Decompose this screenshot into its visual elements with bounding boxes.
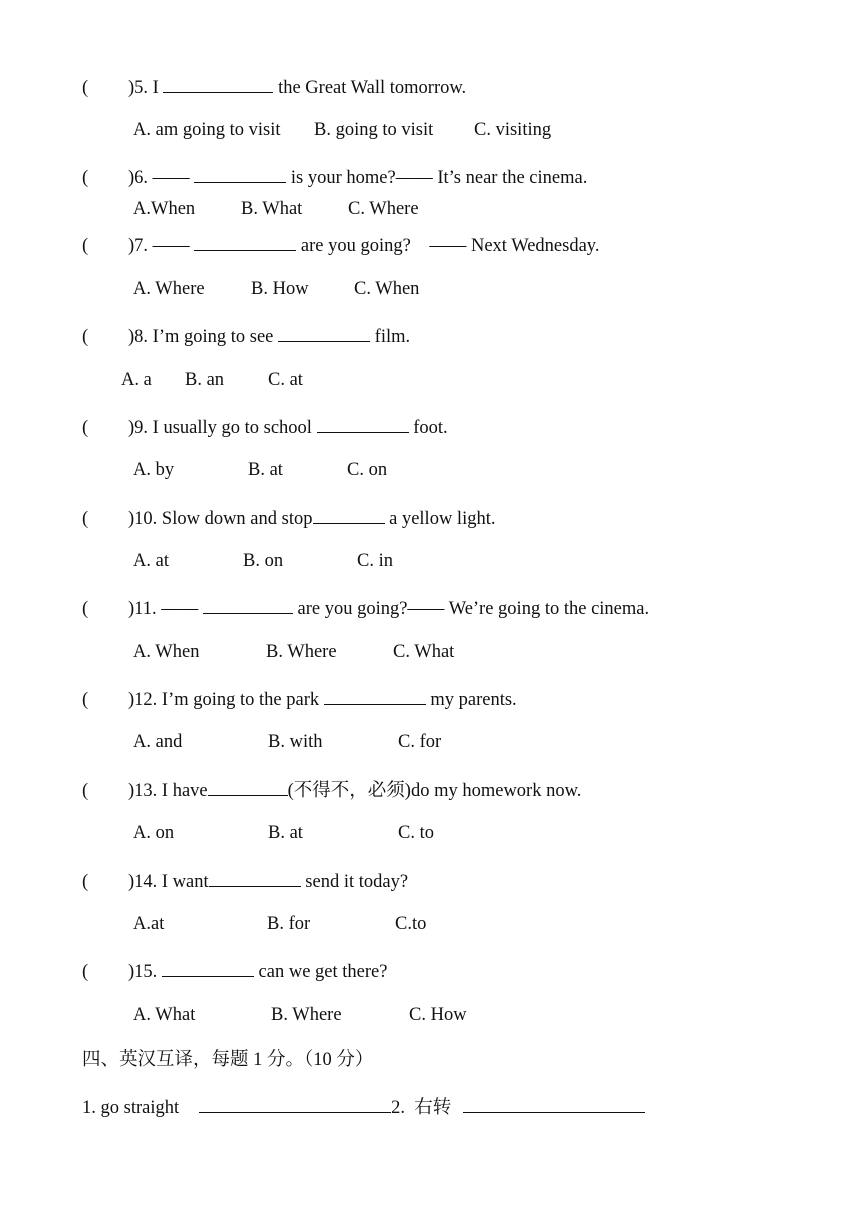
answer-blank[interactable] bbox=[162, 960, 254, 977]
answer-blank[interactable] bbox=[324, 688, 426, 705]
answer-paren[interactable]: ( bbox=[82, 962, 89, 982]
answer-paren[interactable]: ( bbox=[82, 599, 89, 619]
options-9 bbox=[133, 461, 387, 480]
options-15 bbox=[133, 1006, 467, 1025]
answer-blank[interactable] bbox=[278, 325, 370, 342]
options-11 bbox=[133, 643, 454, 662]
question-text-after: the Great Wall tomorrow. bbox=[273, 78, 467, 98]
option-c[interactable]: C. What bbox=[393, 642, 455, 662]
option-b[interactable]: B. What bbox=[241, 199, 303, 219]
options-12 bbox=[133, 733, 441, 752]
answer-paren[interactable]: ( bbox=[82, 327, 89, 347]
answer-paren[interactable]: ( bbox=[82, 168, 89, 188]
option-a[interactable]: A. at bbox=[133, 551, 169, 571]
option-c[interactable]: C. When bbox=[354, 279, 420, 299]
option-c[interactable]: C. Where bbox=[348, 199, 419, 219]
question-8 bbox=[82, 325, 410, 347]
option-a[interactable]: A. am going to visit bbox=[133, 120, 281, 140]
option-a[interactable]: A.at bbox=[133, 914, 165, 934]
answer-blank-1[interactable] bbox=[199, 1096, 391, 1113]
answer-blank[interactable] bbox=[209, 870, 301, 887]
option-c[interactable]: C. visiting bbox=[474, 120, 552, 140]
question-text: )15. bbox=[128, 962, 162, 982]
question-text: )6. —— bbox=[128, 168, 195, 188]
option-a[interactable]: A.When bbox=[133, 199, 196, 219]
options-5 bbox=[133, 121, 551, 140]
question-text: )14. I want bbox=[128, 872, 209, 892]
answer-paren[interactable]: ( bbox=[82, 236, 89, 256]
option-c[interactable]: C. on bbox=[347, 460, 388, 480]
answer-paren[interactable]: ( bbox=[82, 78, 89, 98]
option-a[interactable]: A. by bbox=[133, 460, 175, 480]
translation-row bbox=[82, 1096, 645, 1118]
answer-blank[interactable] bbox=[317, 416, 409, 433]
question-text-after: send it today? bbox=[300, 872, 409, 892]
option-a[interactable]: A. a bbox=[121, 370, 152, 390]
question-text: )9. I usually go to school bbox=[128, 418, 317, 438]
answer-blank[interactable] bbox=[313, 507, 385, 524]
option-b[interactable]: B. an bbox=[185, 370, 225, 390]
answer-paren[interactable]: ( bbox=[82, 418, 89, 438]
question-text-after: my parents. bbox=[425, 690, 517, 710]
options-10 bbox=[133, 552, 393, 571]
question-7 bbox=[82, 234, 599, 256]
option-b[interactable]: B. going to visit bbox=[314, 120, 434, 140]
translation-item-2: 2. 右转 bbox=[391, 1098, 452, 1118]
options-7 bbox=[133, 280, 419, 299]
section-heading: 四、英汉互译，每题 1 分。（10 分） bbox=[82, 1050, 374, 1070]
answer-blank[interactable] bbox=[208, 779, 288, 796]
question-6 bbox=[82, 166, 587, 188]
option-b[interactable]: B. Where bbox=[271, 1005, 342, 1025]
option-c[interactable]: C. at bbox=[268, 370, 303, 390]
option-a[interactable]: A. What bbox=[133, 1005, 196, 1025]
option-b[interactable]: B. at bbox=[268, 823, 303, 843]
option-c[interactable]: C. in bbox=[357, 551, 393, 571]
answer-paren[interactable]: ( bbox=[82, 781, 89, 801]
option-a[interactable]: A. and bbox=[133, 732, 183, 752]
question-15 bbox=[82, 960, 387, 982]
option-b[interactable]: B. How bbox=[251, 279, 309, 299]
question-text-after: are you going?—— We’re going to the cinema. bbox=[292, 599, 650, 619]
answer-paren[interactable]: ( bbox=[82, 872, 89, 892]
question-text: )12. I’m going to the park bbox=[128, 690, 324, 710]
option-b[interactable]: B. for bbox=[267, 914, 311, 934]
option-c[interactable]: C. How bbox=[409, 1005, 467, 1025]
option-b[interactable]: B. Where bbox=[266, 642, 337, 662]
question-11 bbox=[82, 597, 649, 619]
answer-blank[interactable] bbox=[194, 234, 296, 251]
question-5 bbox=[82, 76, 466, 98]
answer-paren[interactable]: ( bbox=[82, 509, 89, 529]
answer-blank[interactable] bbox=[203, 597, 293, 614]
question-text: )5. I bbox=[128, 78, 164, 98]
question-text-after: film. bbox=[370, 327, 411, 347]
question-text-after: are you going? —— Next Wednesday. bbox=[296, 236, 600, 256]
question-text: )8. I’m going to see bbox=[128, 327, 279, 347]
option-c[interactable]: C. to bbox=[398, 823, 434, 843]
option-b[interactable]: B. on bbox=[243, 551, 284, 571]
answer-paren[interactable]: ( bbox=[82, 690, 89, 710]
question-text-after: is your home?—— It’s near the cinema. bbox=[286, 168, 588, 188]
answer-blank-2[interactable] bbox=[463, 1096, 645, 1113]
question-10 bbox=[82, 507, 495, 529]
option-b[interactable]: B. with bbox=[268, 732, 323, 752]
options-6 bbox=[133, 200, 419, 219]
option-a[interactable]: A. on bbox=[133, 823, 175, 843]
translation-item-1: 1. go straight bbox=[82, 1098, 180, 1118]
question-14 bbox=[82, 870, 408, 892]
answer-blank[interactable] bbox=[163, 76, 273, 93]
question-text: )10. Slow down and stop bbox=[128, 509, 313, 529]
question-text-after: can we get there? bbox=[253, 962, 388, 982]
options-13 bbox=[133, 824, 434, 843]
question-9 bbox=[82, 416, 448, 438]
option-a[interactable]: A. Where bbox=[133, 279, 205, 299]
question-text-after: foot. bbox=[408, 418, 448, 438]
question-12 bbox=[82, 688, 517, 710]
answer-blank[interactable] bbox=[194, 166, 286, 183]
options-8 bbox=[121, 371, 303, 390]
option-c[interactable]: C. for bbox=[398, 732, 442, 752]
question-13 bbox=[82, 779, 581, 801]
option-a[interactable]: A. When bbox=[133, 642, 200, 662]
question-text: )7. —— bbox=[128, 236, 195, 256]
question-text: )11. —— bbox=[128, 599, 203, 619]
question-text: )13. I have bbox=[128, 781, 208, 801]
question-text-after: a yellow light. bbox=[384, 509, 496, 529]
options-14 bbox=[133, 915, 426, 934]
option-c[interactable]: C.to bbox=[395, 914, 427, 934]
question-text-after: (不得不，必须)do my homework now. bbox=[287, 781, 582, 801]
option-b[interactable]: B. at bbox=[248, 460, 283, 480]
